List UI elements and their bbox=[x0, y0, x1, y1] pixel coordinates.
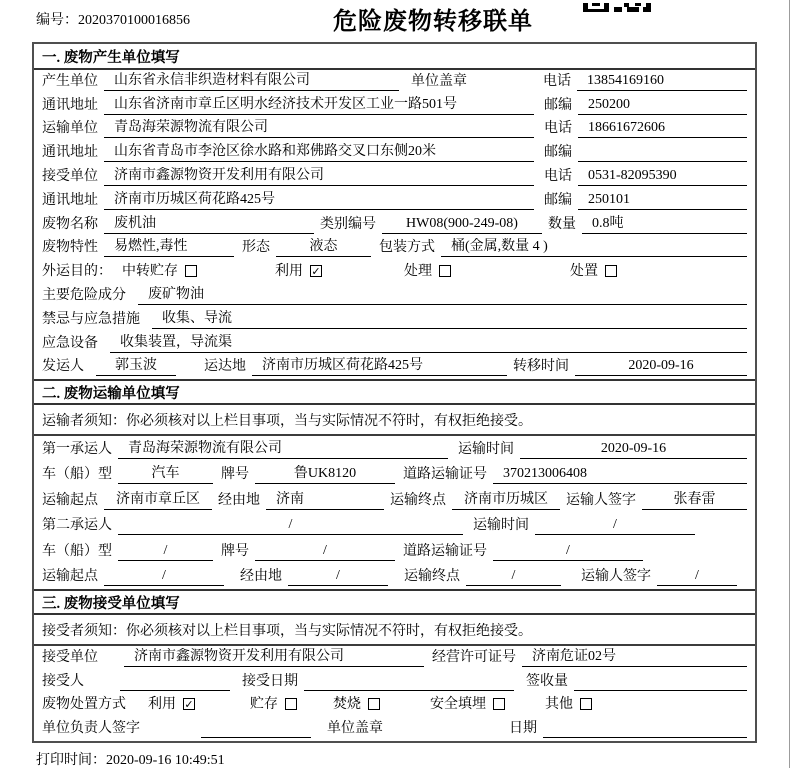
field-label: 运输起点 bbox=[42, 492, 98, 508]
checkbox-group bbox=[430, 696, 505, 714]
field-label: 牌号 bbox=[221, 543, 249, 559]
field-value-underline: 济南市历城区荷花路425号 bbox=[104, 191, 534, 210]
field-label: 运输终点 bbox=[390, 492, 446, 508]
field-value-underline: 13854169160 bbox=[577, 72, 747, 91]
form-row bbox=[34, 717, 755, 741]
manifest-table bbox=[32, 42, 757, 743]
print-time-label: 打印时间： bbox=[36, 753, 106, 768]
field-label: 接受单位 bbox=[42, 168, 98, 184]
field-label: 道路运输证号 bbox=[403, 543, 487, 559]
checkbox-label: 利用 bbox=[275, 264, 303, 280]
field-label: 电话 bbox=[543, 73, 571, 89]
checkbox-label: 其他 bbox=[545, 697, 573, 713]
field-label: 运输终点 bbox=[404, 569, 460, 585]
checkbox-group bbox=[545, 696, 592, 714]
field-label: 主要危险成分 bbox=[42, 287, 126, 303]
field-label: 禁忌与应急措施 bbox=[42, 311, 140, 327]
form-section-receiver bbox=[34, 589, 755, 741]
checkbox-unchecked bbox=[368, 698, 380, 710]
form-row bbox=[34, 308, 755, 332]
field-value-underline bbox=[304, 673, 514, 691]
field-label: 应急设备 bbox=[42, 335, 98, 351]
form-row bbox=[34, 564, 755, 590]
field-label: 类别编号 bbox=[320, 216, 376, 232]
field-value-underline: 0.8吨 bbox=[582, 215, 747, 234]
field-label: 日期 bbox=[509, 721, 537, 737]
field-label: 运输单位 bbox=[42, 121, 98, 137]
form-row bbox=[34, 70, 755, 94]
field-label: 包装方式 bbox=[379, 240, 435, 256]
field-label: 转移时间 bbox=[513, 359, 569, 375]
field-value-underline: 0531-82095390 bbox=[578, 167, 747, 186]
field-label: 废物特性 bbox=[42, 240, 98, 256]
field-label: 产生单位 bbox=[42, 73, 98, 89]
field-value-underline: 汽车 bbox=[118, 465, 213, 484]
field-value-underline: 济南市鑫源物资开发利用有限公司 bbox=[124, 648, 424, 667]
checkbox-group bbox=[333, 696, 380, 714]
print-time-value: 2020-09-16 10:49:51 bbox=[106, 753, 225, 768]
field-value-underline: / bbox=[118, 516, 463, 535]
field-label: 运输时间 bbox=[458, 441, 514, 457]
form-row bbox=[34, 538, 755, 564]
field-value-underline: 青岛海荣源物流有限公司 bbox=[104, 119, 534, 138]
field-value-underline: / bbox=[493, 542, 643, 561]
field-label: 通讯地址 bbox=[42, 192, 98, 208]
field-value-underline: 济南市历城区 bbox=[452, 491, 560, 510]
field-label: 废物名称 bbox=[42, 216, 98, 232]
form-row bbox=[34, 462, 755, 488]
checkbox-group bbox=[404, 263, 451, 281]
field-label: 单位盖章 bbox=[327, 721, 383, 737]
section-header: 一. 废物产生单位填写 bbox=[34, 44, 755, 70]
form-row bbox=[34, 260, 755, 284]
field-label: 接受人 bbox=[42, 673, 84, 689]
field-label: 外运目的： bbox=[42, 264, 112, 280]
checkbox-checked: ✓ bbox=[311, 264, 321, 278]
field-label: 经营许可证号 bbox=[432, 650, 516, 666]
serial-value: 2020370100016856 bbox=[78, 13, 190, 28]
checkbox-unchecked bbox=[493, 698, 505, 710]
form-row bbox=[34, 165, 755, 189]
field-label: 数量 bbox=[548, 216, 576, 232]
form-row bbox=[34, 284, 755, 308]
form-row bbox=[34, 487, 755, 513]
field-value-underline bbox=[543, 720, 747, 738]
section-header: 二. 废物运输单位填写 bbox=[34, 379, 755, 405]
field-value-underline: 250200 bbox=[578, 96, 747, 115]
form-section-producer bbox=[34, 44, 755, 379]
serial-number bbox=[36, 9, 190, 29]
form-row bbox=[34, 213, 755, 237]
form-row bbox=[34, 94, 755, 118]
checkbox-group bbox=[275, 263, 322, 281]
field-value-underline: 收集、导流 bbox=[152, 310, 747, 329]
page-edge-line bbox=[789, 0, 790, 768]
checkbox-group bbox=[250, 696, 297, 714]
field-value-underline: 青岛海荣源物流有限公司 bbox=[118, 440, 448, 459]
field-label: 单位负责人签字 bbox=[42, 721, 140, 737]
field-label: 经由地 bbox=[240, 569, 282, 585]
field-label: 接受日期 bbox=[242, 673, 298, 689]
field-label: 单位盖章 bbox=[411, 73, 467, 89]
form-row bbox=[34, 436, 755, 462]
field-label: 第一承运人 bbox=[42, 441, 112, 457]
field-label: 邮编 bbox=[544, 192, 572, 208]
field-value-underline: 山东省永信非织造材料有限公司 bbox=[104, 72, 399, 91]
field-label: 签收量 bbox=[526, 673, 568, 689]
serial-label: 编号： bbox=[36, 13, 78, 28]
field-label: 牌号 bbox=[221, 467, 249, 483]
form-row bbox=[34, 237, 755, 261]
qr-code-partial-icon bbox=[583, 0, 651, 18]
field-value-underline: 张春雷 bbox=[642, 491, 747, 510]
field-value-underline bbox=[201, 720, 311, 738]
field-label: 运输人签字 bbox=[581, 569, 651, 585]
field-label: 车（船）型 bbox=[42, 543, 112, 559]
field-label: 道路运输证号 bbox=[403, 467, 487, 483]
checkbox-group bbox=[570, 263, 617, 281]
field-label: 电话 bbox=[544, 121, 572, 137]
section-note: 接受者须知：你必须核对以上栏目事项，当与实际情况不符时，有权拒绝接受。 bbox=[34, 615, 755, 646]
field-value-underline: 废机油 bbox=[104, 215, 314, 234]
checkbox-label: 处理 bbox=[404, 264, 432, 280]
field-label: 接受单位 bbox=[42, 650, 98, 666]
form-section-transporter bbox=[34, 379, 755, 589]
checkbox-unchecked bbox=[439, 265, 451, 277]
field-value-underline: 250101 bbox=[578, 191, 747, 210]
field-value-underline: 鲁UK8120 bbox=[255, 465, 395, 484]
field-label: 邮编 bbox=[544, 145, 572, 161]
field-value-underline: 山东省青岛市李沧区徐水路和郑佛路交叉口东侧20米 bbox=[104, 143, 534, 162]
field-label: 运输人签字 bbox=[566, 492, 636, 508]
print-time bbox=[36, 749, 225, 769]
checkbox-label: 安全填埋 bbox=[430, 697, 486, 713]
field-value-underline: HW08(900-249-08) bbox=[382, 215, 542, 234]
checkbox-label: 处置 bbox=[570, 264, 598, 280]
checkbox-unchecked bbox=[285, 698, 297, 710]
form-row bbox=[34, 513, 755, 539]
form-row bbox=[34, 356, 755, 380]
page-title: 危险废物转移联单 bbox=[333, 9, 533, 35]
field-value-underline: 收集装置，导流渠 bbox=[110, 334, 747, 353]
field-value-underline: 郭玉波 bbox=[96, 357, 176, 376]
field-label: 废物处置方式 bbox=[42, 697, 126, 713]
field-label: 第二承运人 bbox=[42, 518, 112, 534]
field-label: 电话 bbox=[544, 168, 572, 184]
checkbox-label: 贮存 bbox=[250, 697, 278, 713]
field-label: 通讯地址 bbox=[42, 145, 98, 161]
checkbox-group bbox=[148, 696, 195, 714]
field-value-underline bbox=[120, 673, 230, 691]
checkbox-unchecked bbox=[580, 698, 592, 710]
field-value-underline: / bbox=[466, 567, 561, 586]
form-row bbox=[34, 141, 755, 165]
field-label: 形态 bbox=[242, 240, 270, 256]
field-value-underline: 济南市章丘区 bbox=[104, 491, 212, 510]
field-value-underline: 济南市鑫源物资开发利用有限公司 bbox=[104, 167, 534, 186]
field-label: 经由地 bbox=[218, 492, 260, 508]
field-label: 运达地 bbox=[204, 359, 246, 375]
checkbox-label: 中转贮存 bbox=[122, 264, 178, 280]
checkbox-group bbox=[122, 263, 197, 281]
field-value-underline: 2020-09-16 bbox=[520, 440, 747, 459]
checkbox-unchecked bbox=[185, 265, 197, 277]
checkbox-unchecked bbox=[605, 265, 617, 277]
field-value-underline: 桶(金属,数量 4 ) bbox=[441, 238, 747, 257]
form-row bbox=[34, 332, 755, 356]
field-value-underline: 液态 bbox=[276, 238, 371, 257]
field-value-underline: / bbox=[657, 567, 737, 586]
field-value-underline: / bbox=[255, 542, 395, 561]
field-label: 运输时间 bbox=[473, 518, 529, 534]
checkbox-label: 焚烧 bbox=[333, 697, 361, 713]
field-value-underline: 济南 bbox=[266, 491, 384, 510]
field-value-underline: 2020-09-16 bbox=[575, 357, 747, 376]
field-value-underline: 易燃性,毒性 bbox=[104, 238, 234, 257]
field-value-underline bbox=[578, 144, 747, 162]
section-note: 运输者须知：你必须核对以上栏目事项，当与实际情况不符时，有权拒绝接受。 bbox=[34, 405, 755, 436]
field-label: 发运人 bbox=[42, 359, 84, 375]
field-value-underline: 370213006408 bbox=[493, 465, 747, 484]
field-value-underline: / bbox=[104, 567, 224, 586]
form-row bbox=[34, 670, 755, 694]
section-header: 三. 废物接受单位填写 bbox=[34, 589, 755, 615]
field-value-underline: 废矿物油 bbox=[138, 286, 747, 305]
form-row bbox=[34, 118, 755, 142]
field-value-underline: 济南市历城区荷花路425号 bbox=[252, 357, 507, 376]
form-sections bbox=[34, 44, 755, 741]
field-value-underline: 18661672606 bbox=[578, 119, 747, 138]
checkbox-checked: ✓ bbox=[184, 697, 194, 711]
field-label: 车（船）型 bbox=[42, 467, 112, 483]
field-value-underline: 山东省济南市章丘区明水经济技术开发区工业一路501号 bbox=[104, 96, 534, 115]
field-label: 运输起点 bbox=[42, 569, 98, 585]
form-row bbox=[34, 646, 755, 670]
field-label: 邮编 bbox=[544, 97, 572, 113]
field-value-underline: 济南危证02号 bbox=[522, 648, 747, 667]
field-value-underline: / bbox=[535, 516, 695, 535]
field-value-underline: / bbox=[118, 542, 213, 561]
form-row bbox=[34, 694, 755, 718]
field-value-underline: / bbox=[288, 567, 388, 586]
checkbox-label: 利用 bbox=[148, 697, 176, 713]
form-row bbox=[34, 189, 755, 213]
field-label: 通讯地址 bbox=[42, 97, 98, 113]
field-value-underline bbox=[574, 673, 747, 691]
